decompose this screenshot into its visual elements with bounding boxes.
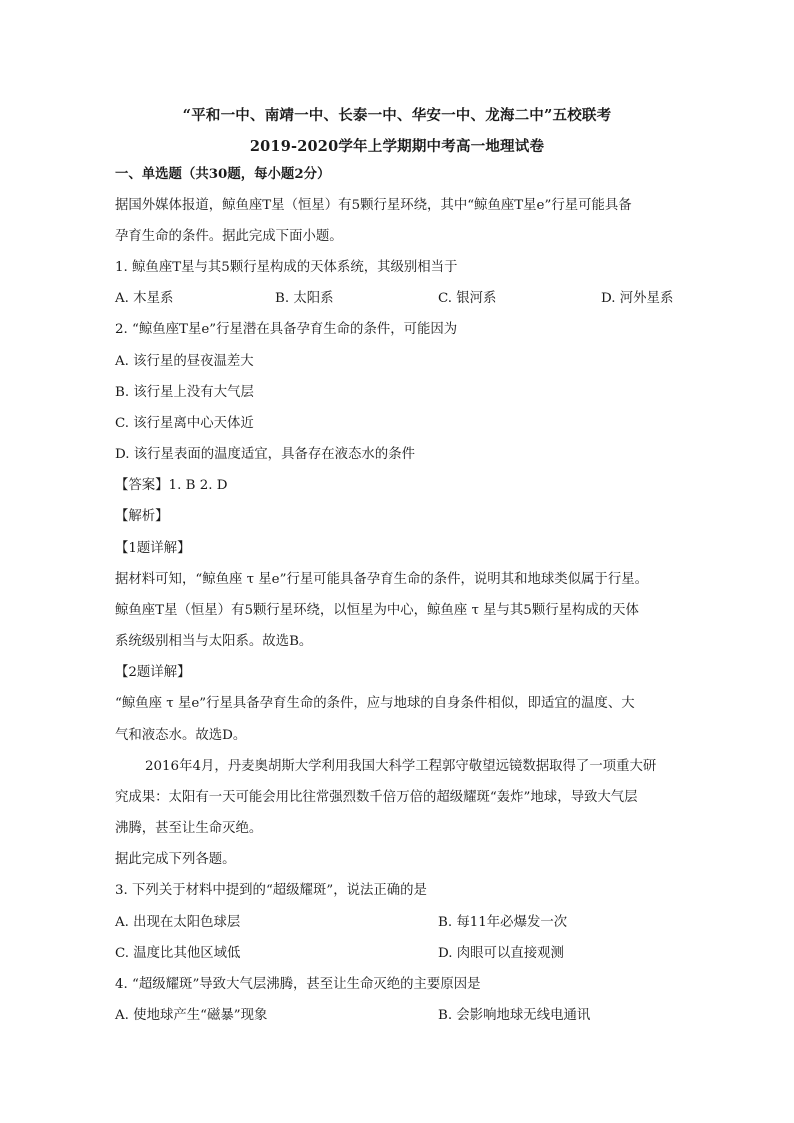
question-1-stem: 1. 鲸鱼座T星与其5颗行星构成的天体系统，其级别相当于 <box>115 260 458 275</box>
material-1-line-1: 据国外媒体报道，鲸鱼座T星（恒星）有5颗行星环绕，其中“鲸鱼座T星e”行星可能具备 <box>115 198 632 213</box>
question-3-option-a: A. 出现在太阳色球层 <box>115 915 241 930</box>
question-4-option-b: B. 会影响地球无线电通讯 <box>438 1008 591 1023</box>
answer-1: 【答案】1. B 2. D <box>115 478 228 493</box>
question-1-option-c: C. 银河系 <box>438 291 497 306</box>
detail-1-label: 【1题详解】 <box>115 541 191 556</box>
detail-2-line-2: 气和液态水。故选D。 <box>115 728 247 743</box>
question-4-stem: 4. “超级耀斑”导致大气层沸腾，甚至让生命灭绝的主要原因是 <box>115 977 481 992</box>
section-heading: 一、单选题（共30题，每小题2分） <box>115 166 331 182</box>
detail-1-line-3: 系统级别相当与太阳系。故选B。 <box>115 634 313 649</box>
question-4-option-a: A. 使地球产生“磁暴”现象 <box>115 1008 268 1023</box>
exam-subtitle: 2019-2020学年上学期期中考高一地理试卷 <box>249 138 545 155</box>
material-2-line-1: 2016年4月，丹麦奥胡斯大学利用我国大科学工程郭守敬望远镜数据取得了一项重大研 <box>145 759 657 774</box>
detail-1-line-2: 鲸鱼座T星（恒星）有5颗行星环绕，以恒星为中心，鲸鱼座 τ 星与其5颗行星构成的天体 <box>115 603 639 618</box>
question-2-option-c: C. 该行星离中心天体近 <box>115 416 254 431</box>
material-2-line-2: 究成果：太阳有一天可能会用比往常强烈数千倍万倍的超级耀斑“轰炸”地球，导致大气层 <box>115 790 638 805</box>
question-2-option-d: D. 该行星表面的温度适宜，具备存在液态水的条件 <box>115 447 415 462</box>
question-1-option-a: A. 木星系 <box>115 291 174 306</box>
question-3-option-c: C. 温度比其他区域低 <box>115 946 241 961</box>
question-3-option-d: D. 肉眼可以直接观测 <box>438 946 564 961</box>
detail-2-label: 【2题详解】 <box>115 665 191 680</box>
question-1-option-b: B. 太阳系 <box>275 291 334 306</box>
material-1-line-2: 孕育生命的条件。据此完成下面小题。 <box>115 229 343 244</box>
question-2-stem: 2. “鲸鱼座T星e”行星潜在具备孕育生命的条件，可能因为 <box>115 322 458 337</box>
exam-title: “平和一中、南靖一中、长泰一中、华安一中、龙海二中”五校联考 <box>182 107 612 124</box>
material-2-line-4: 据此完成下列各题。 <box>115 852 236 867</box>
question-3-option-b: B. 每11年必爆发一次 <box>438 915 568 930</box>
detail-1-line-1: 据材料可知，“鲸鱼座 τ 星e”行星可能具备孕育生命的条件，说明其和地球类似属于行星。 <box>115 572 648 587</box>
question-2-option-a: A. 该行星的昼夜温差大 <box>115 354 254 369</box>
analysis-label: 【解析】 <box>115 509 169 524</box>
question-3-stem: 3. 下列关于材料中提到的“超级耀斑”，说法正确的是 <box>115 883 427 898</box>
detail-2-line-1: “鲸鱼座 τ 星e”行星具备孕育生命的条件，应与地球的自身条件相似，即适宜的温度、大 <box>115 696 635 711</box>
question-1-option-d: D. 河外星系 <box>601 291 674 306</box>
material-2-line-3: 沸腾，甚至让生命灭绝。 <box>115 821 263 836</box>
question-2-option-b: B. 该行星上没有大气层 <box>115 385 254 400</box>
